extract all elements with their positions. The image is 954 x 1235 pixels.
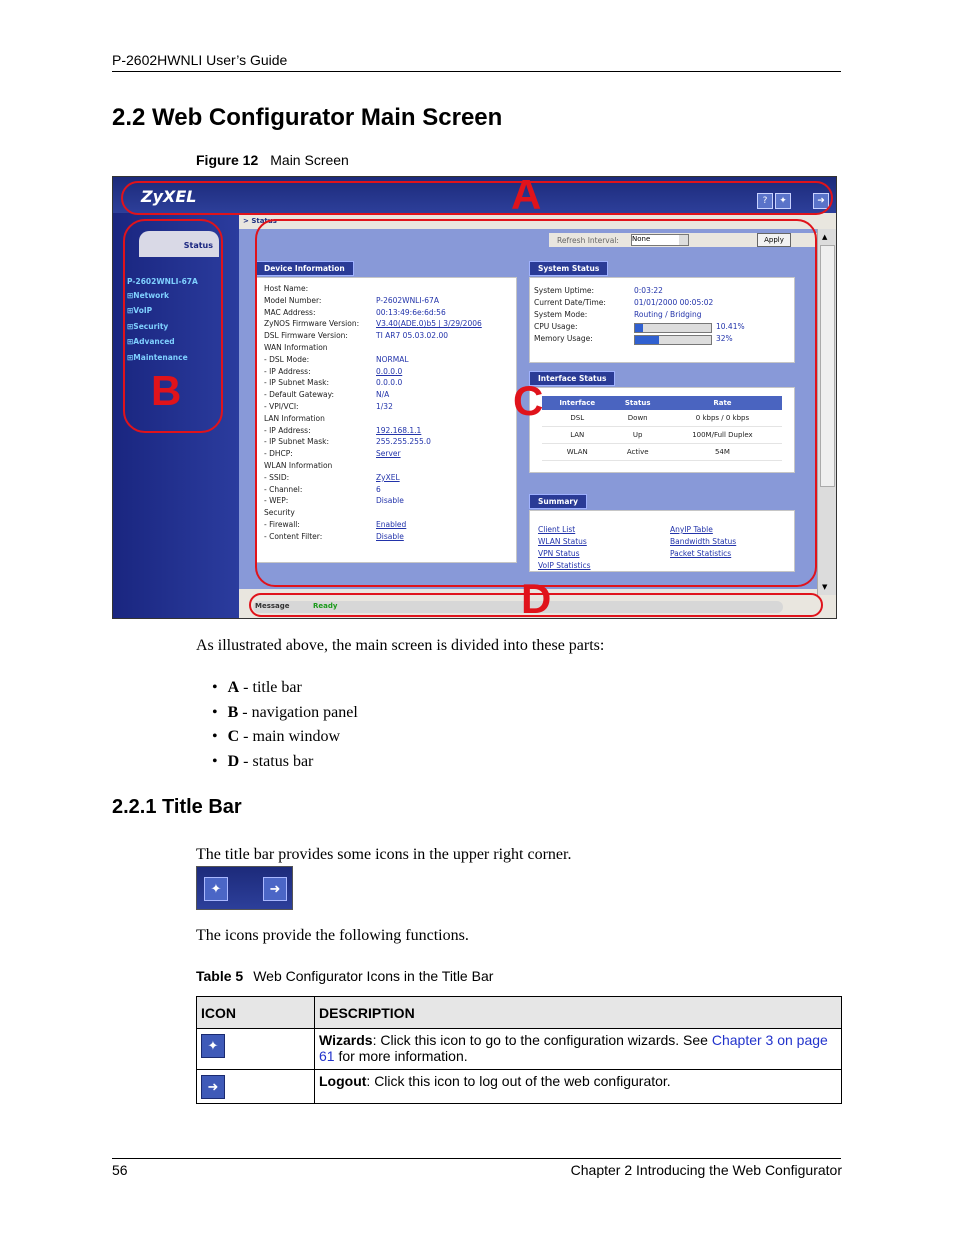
message-value: Ready [313, 602, 338, 610]
device-info-value[interactable]: 192.168.1.1 [376, 425, 422, 435]
title-bar-icons-image [196, 866, 293, 910]
summary-link[interactable]: AnyIP Table [670, 525, 713, 534]
device-info-value[interactable]: Enabled [376, 520, 407, 529]
nav-item-maintenance[interactable]: ⊞Maintenance [127, 353, 188, 362]
device-info-key: - Channel: [264, 484, 303, 494]
table-label: Table 5 [196, 968, 244, 984]
icon-cell [197, 1070, 315, 1104]
refresh-label: Refresh Interval: [557, 236, 619, 245]
section-heading: 2.2 Web Configurator Main Screen [112, 104, 503, 131]
description-column-header: DESCRIPTION [315, 997, 842, 1029]
device-info-key: - DSL Mode: [264, 354, 310, 364]
device-info-key: WAN Information [264, 343, 328, 352]
device-info-value: Disable [376, 496, 404, 506]
nav-model-name[interactable]: P-2602WNLI-67A [127, 277, 198, 286]
summary-link[interactable]: Packet Statistics [670, 549, 732, 558]
wizard-icon: ✦ [204, 877, 228, 901]
device-info-value[interactable]: 0.0.0.0 [376, 366, 403, 376]
interface-cell: Active [612, 444, 662, 461]
system-status-key: System Uptime: [534, 286, 595, 295]
running-header: P-2602HWNLI User’s Guide [112, 52, 288, 68]
summary-link[interactable]: VoIP Statistics [538, 561, 591, 570]
page-number: 56 [112, 1162, 128, 1178]
system-status-value: 32% [716, 334, 733, 343]
interface-cell: 54M [663, 444, 782, 461]
figure-label: Figure 12 [196, 152, 259, 168]
device-info-key: - Content Filter: [264, 531, 323, 541]
table-caption [196, 968, 493, 984]
interface-cell: Down [612, 410, 662, 427]
zyxel-logo: ZyXEL [141, 187, 197, 206]
interface-status-header: Interface Status [529, 371, 615, 386]
callout-d-label: D [521, 575, 552, 619]
interface-cell: 0 kbps / 0 kbps [663, 410, 782, 427]
system-status-key: System Mode: [534, 310, 588, 319]
logout-icon: ➜ [201, 1075, 225, 1099]
interface-cell: LAN [542, 427, 612, 444]
device-info-key: - IP Subnet Mask: [264, 378, 330, 388]
header-rule [112, 71, 841, 72]
device-info-key: - SSID: [264, 472, 290, 482]
description-cell: Logout: Click this icon to log out of the web configurator. [315, 1070, 842, 1104]
nav-item-voip[interactable]: ⊞VoIP [127, 306, 153, 315]
device-info-key: Security [264, 508, 295, 518]
chapter-footer: Chapter 2 Introducing the Web Configurator [570, 1162, 842, 1178]
nav-item-security[interactable]: ⊞Security [127, 322, 169, 331]
interface-cell: DSL [542, 410, 612, 427]
nav-item-advanced[interactable]: ⊞Advanced [127, 337, 175, 346]
list-item: • C - main window [212, 725, 358, 750]
summary-link[interactable]: WLAN Status [538, 537, 587, 546]
system-status-header: System Status [529, 261, 608, 276]
interface-cell: 100M/Full Duplex [663, 427, 782, 444]
device-info-value: P-2602WNLI-67A [376, 295, 439, 305]
callout-c-label: C [513, 377, 544, 424]
device-info-key: - IP Subnet Mask: [264, 437, 330, 447]
callout-a-outline [121, 181, 833, 215]
scroll-thumb[interactable] [820, 245, 835, 487]
device-info-key: LAN Information [264, 413, 325, 423]
figure-caption [196, 152, 349, 168]
device-info-value[interactable]: Disable [376, 531, 404, 541]
page-subtitle: > Status [243, 217, 277, 225]
device-info-value: 1/32 [376, 402, 393, 411]
table-header-row [197, 997, 842, 1029]
wizard-icon: ✦ [201, 1034, 225, 1058]
device-info-key: ZyNOS Firmware Version: [264, 319, 360, 329]
icon-cell [197, 1029, 315, 1070]
table-title: Web Configurator Icons in the Title Bar [253, 968, 494, 984]
device-info-key: - WEP: [264, 496, 289, 506]
callout-b-label: B [151, 367, 182, 414]
help-icon[interactable]: ? [757, 193, 773, 209]
list-item: • B - navigation panel [212, 701, 358, 726]
system-status-key: Memory Usage: [534, 334, 593, 343]
device-info-key: - IP Address: [264, 366, 311, 376]
summary-link[interactable]: VPN Status [538, 549, 580, 558]
device-info-value: 6 [376, 484, 381, 494]
device-info-key: - DHCP: [264, 449, 293, 459]
icon-column-header: ICON [197, 997, 315, 1029]
device-info-key: DSL Firmware Version: [264, 331, 348, 341]
system-status-key: Current Date/Time: [534, 298, 606, 307]
main-screen-figure [112, 176, 837, 619]
refresh-select[interactable]: None [631, 234, 689, 246]
interface-column-header: Interface [542, 396, 612, 410]
description-cell: Wizards: Click this icon to go to the configuration wizards. See Chapter 3 on page 61 for more information. [315, 1029, 842, 1070]
status-tab[interactable]: Status [139, 231, 219, 257]
device-info-value: N/A [376, 390, 390, 400]
device-info-key: - Default Gateway: [264, 390, 334, 400]
system-status-value: Routing / Bridging [634, 310, 702, 319]
nav-item-network[interactable]: ⊞Network [127, 291, 170, 300]
icons-table [196, 996, 842, 1104]
list-item: • D - status bar [212, 750, 358, 775]
summary-link[interactable]: Bandwidth Status [670, 537, 737, 546]
device-info-value[interactable]: Server [376, 449, 401, 459]
logout-icon: ➜ [263, 877, 287, 901]
device-info-header: Device Information [255, 261, 354, 276]
summary-header: Summary [529, 494, 587, 509]
device-info-value[interactable]: V3.40(ADE.0)b5 | 3/29/2006 [376, 319, 482, 329]
device-info-key: - VPI/VCI: [264, 402, 299, 411]
list-item: • A - title bar [212, 676, 358, 701]
device-info-value: TI AR7 05.03.02.00 [376, 331, 449, 341]
main-scrollbar[interactable] [817, 229, 836, 595]
interface-cell: WLAN [542, 444, 612, 461]
parts-list [212, 676, 358, 775]
system-status-value: 0:03:22 [634, 286, 663, 295]
wizard-icon[interactable]: ✦ [775, 193, 791, 209]
device-info-key: Model Number: [264, 295, 322, 305]
summary-link[interactable]: Client List [538, 525, 576, 534]
subsection-heading: 2.2.1 Title Bar [112, 796, 242, 818]
icons-paragraph: The icons provide the following functions. [196, 927, 469, 944]
interface-column-header: Rate [663, 396, 782, 410]
logout-icon[interactable]: ➜ [813, 193, 829, 209]
device-info-value[interactable]: ZyXEL [376, 472, 400, 482]
chapter-link[interactable]: Chapter 3 on page 61 [319, 1032, 828, 1064]
interface-column-header: Status [612, 396, 662, 410]
device-info-key: WLAN Information [264, 461, 333, 470]
system-status-key: CPU Usage: [534, 322, 578, 331]
device-info-value: NORMAL [376, 354, 409, 364]
footer-rule [112, 1158, 841, 1159]
device-info-value: 255.255.255.0 [376, 437, 431, 447]
device-info-key: - Firewall: [264, 520, 300, 529]
interface-cell: Up [612, 427, 662, 444]
device-info-key: - IP Address: [264, 425, 311, 435]
title-bar-paragraph: The title bar provides some icons in the upper right corner. [196, 846, 572, 863]
device-info-value: 00:13:49:6e:6d:56 [376, 307, 446, 317]
apply-button[interactable]: Apply [757, 233, 791, 247]
table-row [197, 1070, 842, 1104]
device-info-key: Host Name: [264, 284, 309, 293]
scroll-up-icon[interactable]: ▲ [822, 233, 828, 241]
system-status-value: 01/01/2000 00:05:02 [634, 298, 714, 307]
device-info-key: MAC Address: [264, 307, 316, 317]
device-info-value: 0.0.0.0 [376, 378, 403, 388]
scroll-down-icon[interactable]: ▼ [822, 583, 828, 591]
message-label: Message [255, 602, 290, 610]
table-row [197, 1029, 842, 1070]
intro-paragraph: As illustrated above, the main screen is divided into these parts: [196, 637, 605, 654]
figure-title: Main Screen [270, 152, 349, 168]
system-status-value: 10.41% [716, 322, 745, 331]
callout-a-label: A [511, 176, 542, 218]
